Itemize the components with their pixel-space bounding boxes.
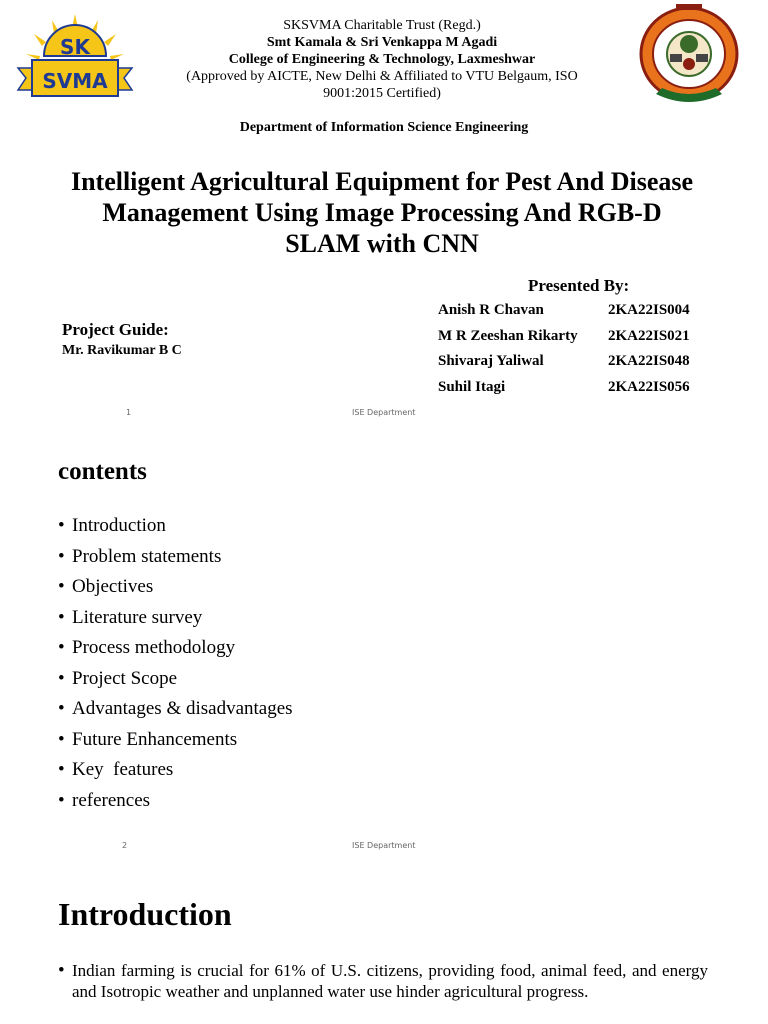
contents-item-label: Key features xyxy=(72,759,174,780)
bullet-icon: • xyxy=(58,576,65,597)
project-guide-name: Mr. Ravikumar B C xyxy=(62,343,182,358)
member-usn: 2KA22IS004 xyxy=(608,302,690,318)
bullet-icon: • xyxy=(58,789,65,811)
member-row xyxy=(438,302,690,328)
vtu-emblem-logo xyxy=(636,2,742,108)
bullet-icon: • xyxy=(58,728,65,750)
sksvma-logo xyxy=(14,12,136,102)
contents-item-label: Project Scope xyxy=(72,667,178,689)
bullet-icon: • xyxy=(58,667,65,689)
bullet-icon: • xyxy=(58,545,65,567)
title-line-3: SLAM with CNN xyxy=(285,229,479,258)
contents-list xyxy=(58,515,293,820)
contents-item-label: Problem statements xyxy=(72,545,222,567)
introduction-bullets xyxy=(58,960,708,1002)
member-name: Shivaraj Yaliwal xyxy=(438,353,544,369)
slide-footer-dept: ISE Department xyxy=(352,408,416,417)
member-name: Suhil Itagi xyxy=(438,378,506,395)
college-name-line2: College of Engineering & Technology, Laxmeshwar xyxy=(228,52,536,67)
presented-by-label: Presented By: xyxy=(528,276,630,295)
bullet-icon: • xyxy=(58,515,65,536)
introduction-title: Introduction xyxy=(58,896,232,932)
bullet-icon: • xyxy=(58,960,65,981)
slide-footer-dept: ISE Department xyxy=(352,841,416,850)
list-item xyxy=(58,790,293,821)
bullet-icon: • xyxy=(58,637,65,658)
trust-name: SKSVMA Charitable Trust (Regd.) xyxy=(283,18,481,33)
contents-item-label: Introduction xyxy=(72,515,166,536)
list-item xyxy=(58,960,708,1002)
contents-item-label: Process methodology xyxy=(72,637,236,658)
member-usn: 2KA22IS021 xyxy=(608,327,690,344)
project-guide-label: Project Guide: xyxy=(62,320,169,339)
project-title xyxy=(20,166,744,259)
title-line-2: Management Using Image Processing And RGB-D xyxy=(102,198,662,227)
list-item xyxy=(58,515,293,546)
list-item xyxy=(58,576,293,607)
contents-item-label: Advantages & disadvantages xyxy=(72,698,293,719)
logo-text-sk: SK xyxy=(60,35,90,59)
bullet-icon: • xyxy=(58,606,65,628)
contents-item-label: Objectives xyxy=(72,576,154,597)
approval-line1: (Approved by AICTE, New Delhi & Affiliated to VTU Belgaum, ISO xyxy=(186,69,578,84)
list-item xyxy=(58,729,293,760)
list-item xyxy=(58,546,293,577)
department-name: Department of Information Science Engineering xyxy=(239,120,529,135)
list-item xyxy=(58,698,293,729)
bullet-icon: • xyxy=(58,698,65,719)
list-item xyxy=(58,668,293,699)
college-name-line1: Smt Kamala & Sri Venkappa M Agadi xyxy=(266,35,498,50)
college-header xyxy=(160,17,604,102)
members-list xyxy=(438,302,690,404)
member-name: M R Zeeshan Rikarty xyxy=(438,327,578,344)
contents-title: contents xyxy=(58,458,147,485)
member-row xyxy=(438,353,690,379)
logo-text-svma: SVMA xyxy=(42,69,108,93)
member-row xyxy=(438,328,690,354)
member-usn: 2KA22IS048 xyxy=(608,353,690,369)
introduction-slide xyxy=(0,866,768,1024)
bullet-icon: • xyxy=(58,759,65,780)
slide-number: 2 xyxy=(122,841,128,850)
member-name: Anish R Chavan xyxy=(438,302,544,318)
approval-line2: 9001:2015 Certified) xyxy=(323,86,441,101)
title-slide xyxy=(0,0,768,425)
contents-item-label: Future Enhancements xyxy=(72,728,238,750)
slide-number: 1 xyxy=(126,408,132,417)
list-item xyxy=(58,759,293,790)
list-item xyxy=(58,607,293,638)
member-row xyxy=(438,379,690,405)
list-item xyxy=(58,637,293,668)
introduction-text: Indian farming is crucial for 61% of U.S. citizens, providing food, animal feed, and energy and Isotropic weather and unplanned water use hinder agricultural progress. xyxy=(72,961,708,1001)
contents-slide xyxy=(0,433,768,858)
contents-item-label: Literature survey xyxy=(72,606,203,628)
contents-item-label: references xyxy=(72,789,151,811)
member-usn: 2KA22IS056 xyxy=(608,378,690,395)
title-line-1: Intelligent Agricultural Equipment for Pest And Disease xyxy=(70,167,694,196)
